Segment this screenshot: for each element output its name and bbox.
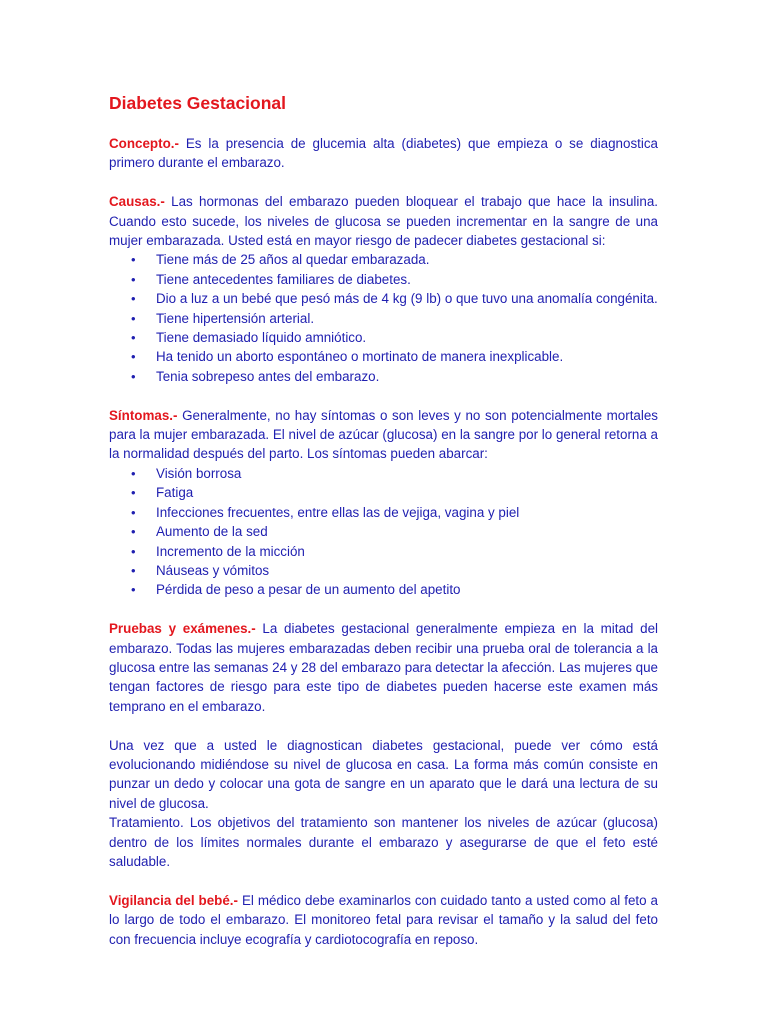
paragraph-gap — [109, 716, 658, 735]
list-item — [109, 289, 658, 308]
bullet-icon: • — [131, 252, 136, 268]
bullet-icon: • — [131, 524, 136, 540]
list-item — [109, 367, 658, 386]
vigilancia-text: El médico debe examinarlos con cuidado tanto a usted como al feto a lo largo de todo el embarazo. El monitoreo fetal para revisar el tamaño y la salud del feto con frecuencia incluye ecografía y cardiotocografía en reposo. — [109, 892, 658, 947]
list-item-text: Tiene más de 25 años al quedar embarazada. — [156, 252, 430, 268]
section-concepto — [109, 134, 658, 173]
bullet-icon: • — [131, 330, 136, 346]
list-item-text: Visión borrosa — [156, 465, 242, 481]
list-item — [109, 270, 658, 289]
list-item-text: Tiene demasiado líquido amniótico. — [156, 330, 367, 346]
bullet-icon: • — [131, 465, 136, 481]
bullet-icon: • — [131, 310, 136, 326]
sintomas-list — [109, 464, 658, 600]
bullet-icon: • — [131, 543, 136, 559]
section-causas — [109, 192, 658, 250]
list-item-text: Infecciones frecuentes, entre ellas las de vejiga, vagina y piel — [156, 504, 520, 520]
bullet-icon: • — [131, 291, 136, 307]
concepto-text: Es la presencia de glucemia alta (diabetes) que empieza o se diagnostica primero durante el embarazo. — [109, 136, 658, 171]
list-item-text: Náuseas y vómitos — [156, 562, 270, 578]
section-tratamiento: Tratamiento. Los objetivos del tratamiento son mantener los niveles de azúcar (glucosa) dentro de los límites normales durante el embarazo y asegurarse de que el feto esté saludable. — [109, 815, 658, 869]
list-item — [109, 542, 658, 561]
bullet-icon: • — [131, 368, 136, 384]
paragraph-gap — [109, 173, 658, 192]
list-item — [109, 464, 658, 483]
list-item-text: Tenia sobrepeso antes del embarazo. — [156, 368, 380, 384]
list-item — [109, 250, 658, 269]
document-title: Diabetes Gestacional — [109, 93, 287, 113]
list-item — [109, 309, 658, 328]
bullet-icon: • — [131, 271, 136, 287]
bullet-icon: • — [131, 349, 136, 365]
list-item — [109, 522, 658, 541]
causas-text: Las hormonas del embarazo pueden bloquear el trabajo que hace la insulina. Cuando esto sucede, los niveles de glucosa se pueden incrementar en la sangre de una mujer embarazada. Usted está en mayor riesgo de padecer diabetes gestacional si: — [109, 194, 658, 249]
list-item — [109, 580, 658, 599]
bullet-icon: • — [131, 504, 136, 520]
section-sintomas — [109, 406, 658, 464]
sintomas-text: Generalmente, no hay síntomas o son leves y no son potencialmente mortales para la mujer embarazada. El nivel de azúcar (glucosa) en la sangre por lo general retorna a la normalidad después del parto. Los síntomas pueden abarcar: — [109, 407, 658, 462]
concepto-label: Concepto.- — [109, 136, 179, 151]
list-item — [109, 328, 658, 347]
list-item-text: Ha tenido un aborto espontáneo o mortinato de manera inexplicable. — [156, 349, 564, 365]
paragraph-gap — [109, 600, 658, 619]
section-vigilancia — [109, 891, 658, 949]
section-diagnostico: Una vez que a usted le diagnostican diabetes gestacional, puede ver cómo está evolucionando midiéndose su nivel de glucosa en casa. La forma más común consiste en punzar un dedo y colocar una gota de sangre en un aparato que le dará una lectura de su nivel de glucosa. — [109, 737, 658, 811]
list-item-text: Dio a luz a un bebé que pesó más de 4 kg (9 lb) o que tuvo una anomalía congénita. — [156, 291, 658, 307]
section-pruebas — [109, 619, 658, 716]
bullet-icon: • — [131, 485, 136, 501]
list-item-text: Incremento de la micción — [156, 543, 305, 559]
paragraph-gap — [109, 871, 658, 890]
document-page — [109, 91, 658, 949]
sintomas-label: Síntomas.- — [109, 407, 178, 423]
list-item — [109, 561, 658, 580]
list-item-text: Tiene antecedentes familiares de diabetes. — [156, 271, 411, 287]
pruebas-label: Pruebas y exámenes.- — [109, 621, 256, 637]
bullet-icon: • — [131, 582, 136, 598]
list-item-text: Pérdida de peso a pesar de un aumento del apetito — [156, 582, 461, 598]
causas-label: Causas.- — [109, 194, 165, 210]
paragraph-gap — [109, 386, 658, 405]
list-item — [109, 483, 658, 502]
list-item-text: Aumento de la sed — [156, 524, 268, 540]
causas-list — [109, 250, 658, 386]
list-item — [109, 503, 658, 522]
vigilancia-label: Vigilancia del bebé.- — [109, 892, 238, 908]
list-item-text: Fatiga — [156, 485, 194, 501]
bullet-icon: • — [131, 562, 136, 578]
list-item-text: Tiene hipertensión arterial. — [156, 310, 315, 326]
list-item — [109, 347, 658, 366]
pruebas-text: La diabetes gestacional generalmente empieza en la mitad del embarazo. Todas las mujeres embarazadas deben recibir una prueba oral de tolerancia a la glucosa entre las semanas 24 y 28 del embarazo para detectar la afección. Las mujeres que tengan factores de riesgo para este tipo de diabetes pueden hacerse este examen más temprano en el embarazo. — [109, 621, 658, 714]
